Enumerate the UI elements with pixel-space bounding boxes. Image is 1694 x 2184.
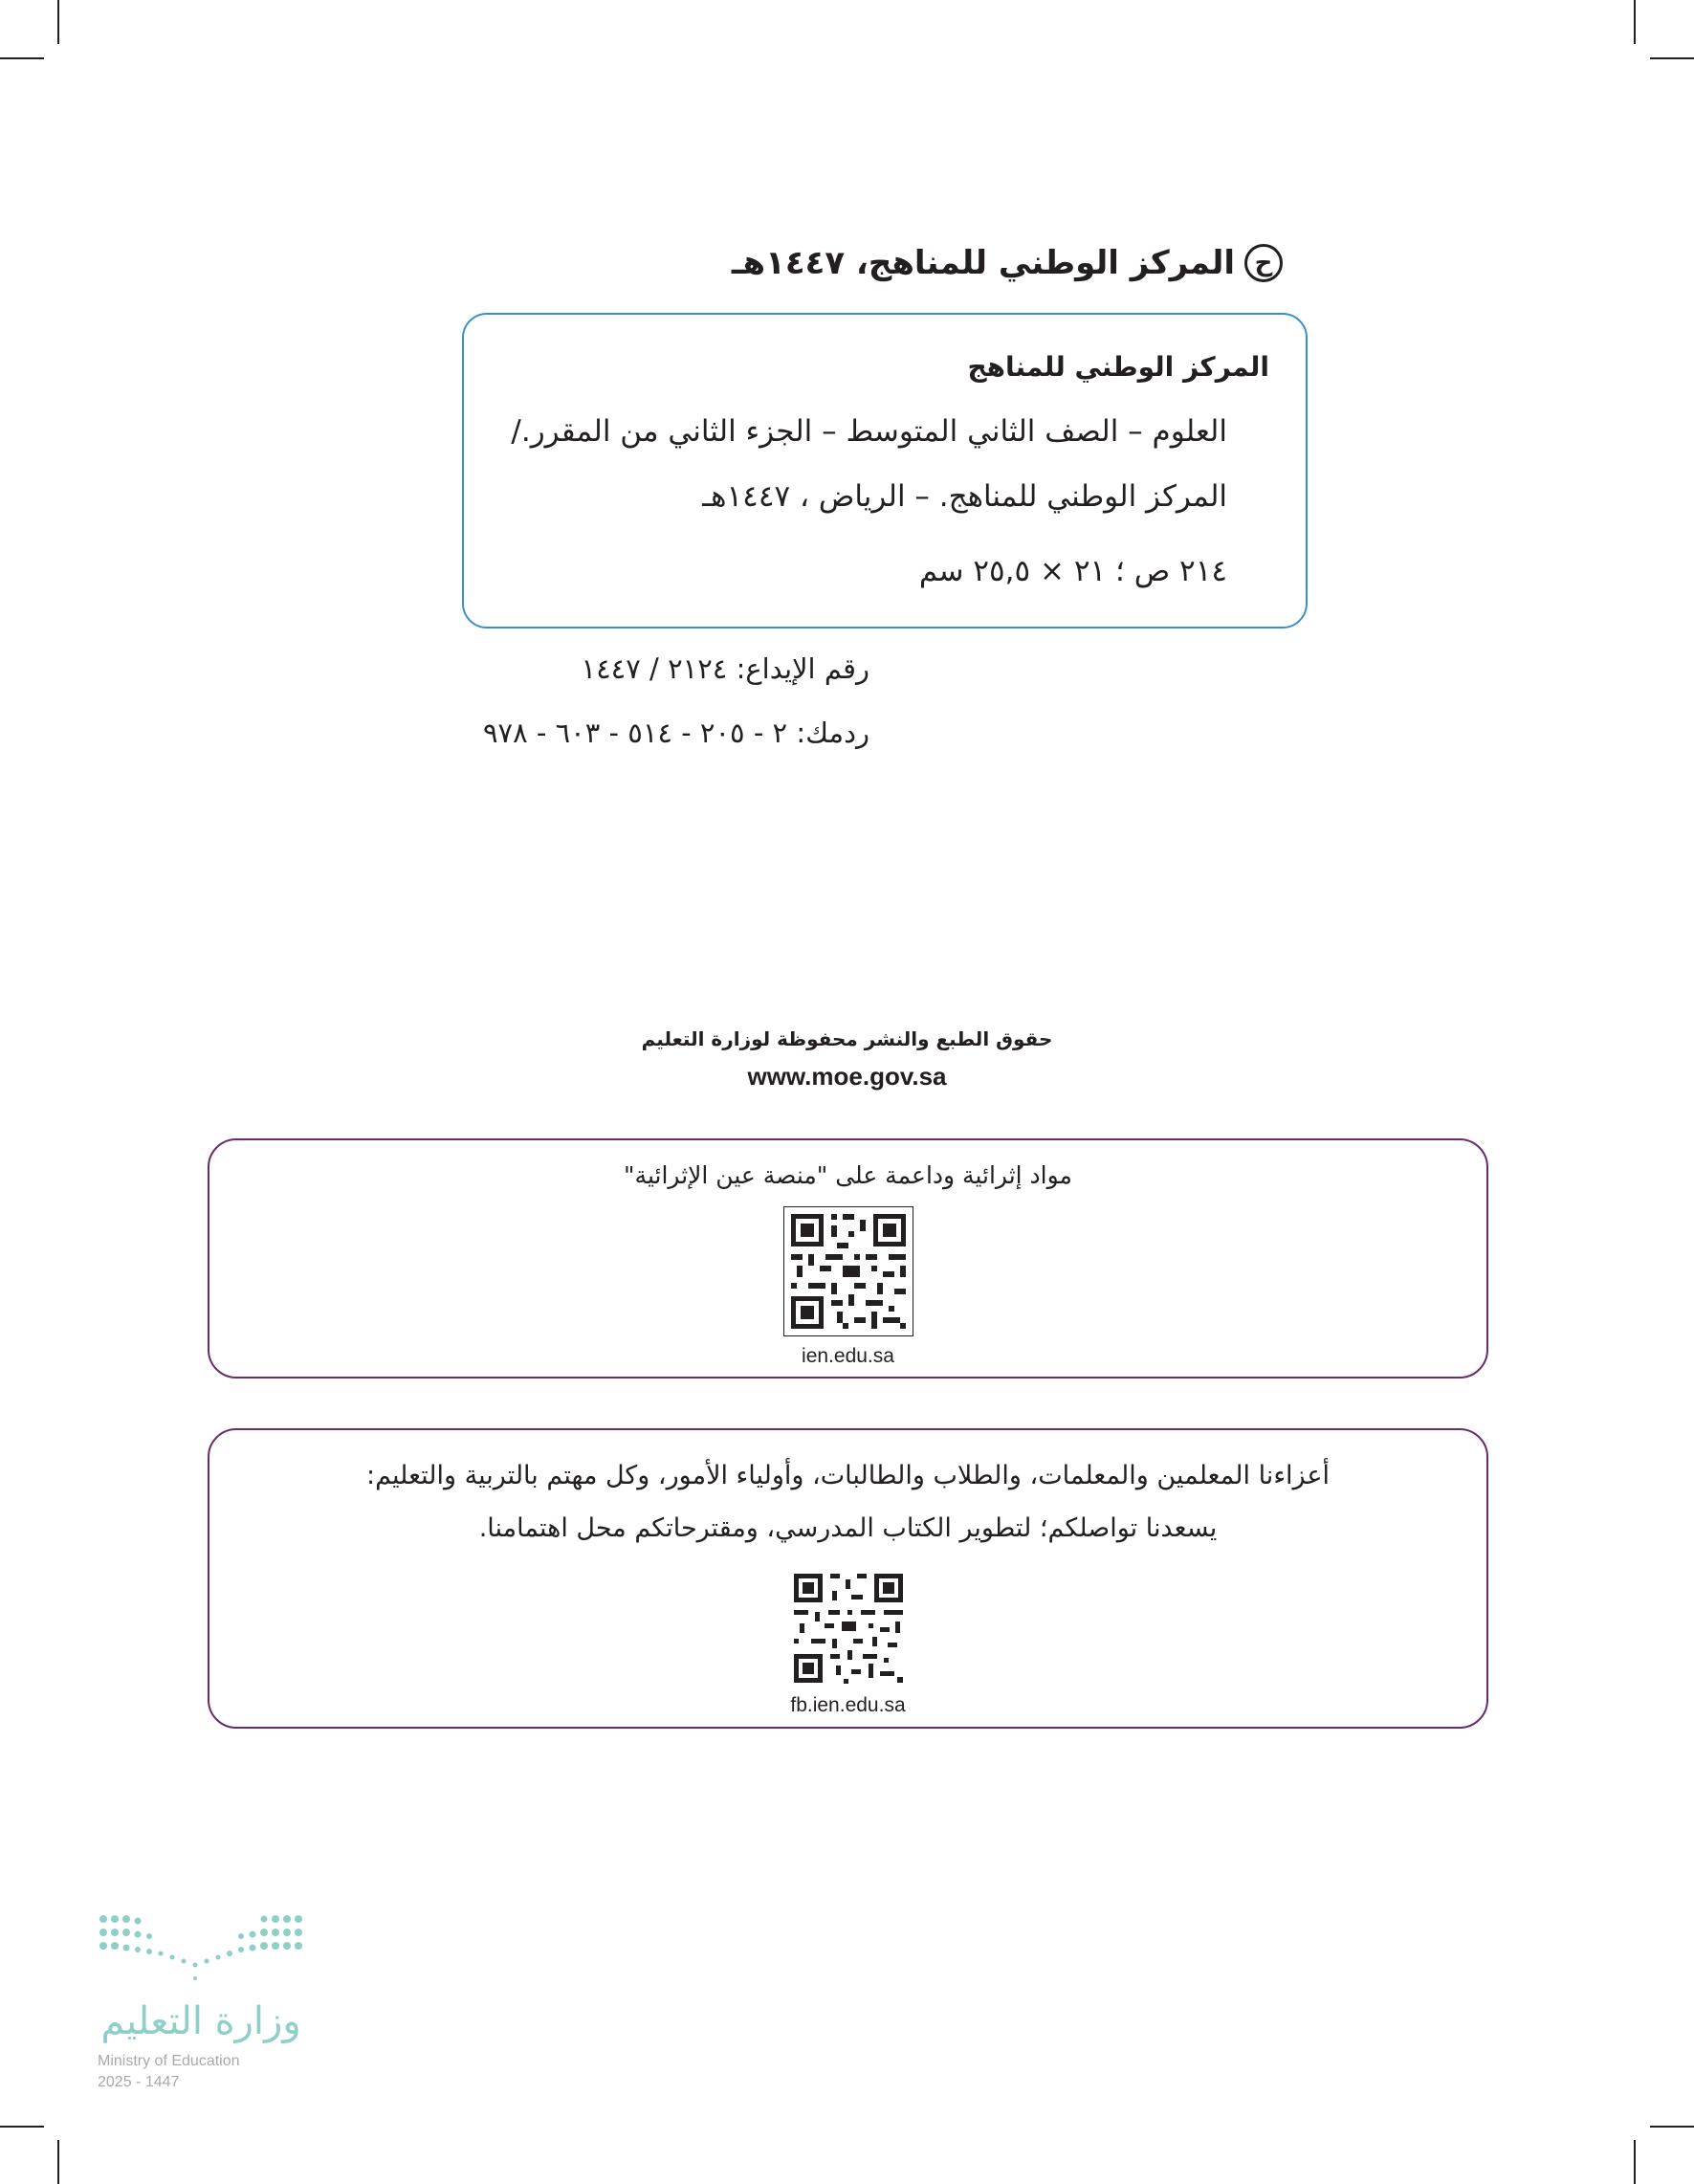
copyright-text: المركز الوطني للمناهج، ١٤٤٧هـ [731,244,1235,282]
cataloging-box [462,313,1308,629]
crop-mark-top-left-horizontal [0,57,44,59]
website-link[interactable]: www.moe.gov.sa [747,1062,947,1091]
feedback-line-2: يسعدنا تواصلكم؛ لتطوير الكتاب المدرسي، ومقترحاتكم محل اهتمامنا. [478,1513,1218,1543]
logo-dots-icon [96,1911,306,1988]
crop-mark-bottom-left-vertical [57,2140,59,2184]
catalog-line-dimensions: ٢١٤ ص ؛ ٢١ × ٢٥,٥ سم [918,554,1227,588]
enrichment-box [208,1138,1488,1379]
crop-mark-bottom-right-horizontal [1650,2126,1694,2128]
logo-english-name: Ministry of Education [98,2053,240,2069]
isbn: ردمك: ٢ - ٢٠٥ - ٥١٤ - ٦٠٣ - ٩٧٨ [482,717,869,749]
copyright-icon [1244,244,1283,282]
crop-mark-bottom-left-horizontal [0,2126,44,2128]
enrichment-url[interactable]: ien.edu.sa [802,1345,894,1367]
crop-mark-top-right-horizontal [1650,57,1694,59]
enrichment-qr-code[interactable] [783,1206,913,1336]
copyright-notice [732,244,1283,282]
logo-arabic-name: وزارة التعليم [100,1999,301,2043]
feedback-url[interactable]: fb.ien.edu.sa [790,1694,906,1716]
crop-mark-top-right-vertical [1634,0,1636,44]
crop-mark-top-left-vertical [57,0,59,44]
copyright-symbol: ح [1254,249,1273,277]
ministry-of-education-logo [96,1911,325,2103]
catalog-heading: المركز الوطني للمناهج [967,351,1269,383]
catalog-line-title: العلوم – الصف الثاني المتوسط – الجزء الثاني من المقرر./ [511,414,1227,449]
feedback-line-1: أعزاءنا المعلمين والمعلمات، والطلاب والطالبات، وأولياء الأمور، وكل مهتم بالتربية والتعليم: [365,1461,1331,1490]
crop-mark-bottom-right-vertical [1634,2140,1636,2184]
feedback-qr-code[interactable] [792,1572,905,1685]
deposit-number: رقم الإيداع: ٢١٢٤ / ١٤٤٧ [581,652,869,685]
catalog-line-publisher: المركز الوطني للمناهج. – الرياض ، ١٤٤٧هـ [702,479,1227,514]
logo-years: 2025 - 1447 [98,2074,180,2090]
feedback-box [208,1428,1488,1729]
enrichment-title: مواد إثرائية وداعمة على "منصة عين الإثرائية" [624,1161,1072,1189]
rights-notice: حقوق الطبع والنشر محفوظة لوزارة التعليم [641,1027,1053,1050]
